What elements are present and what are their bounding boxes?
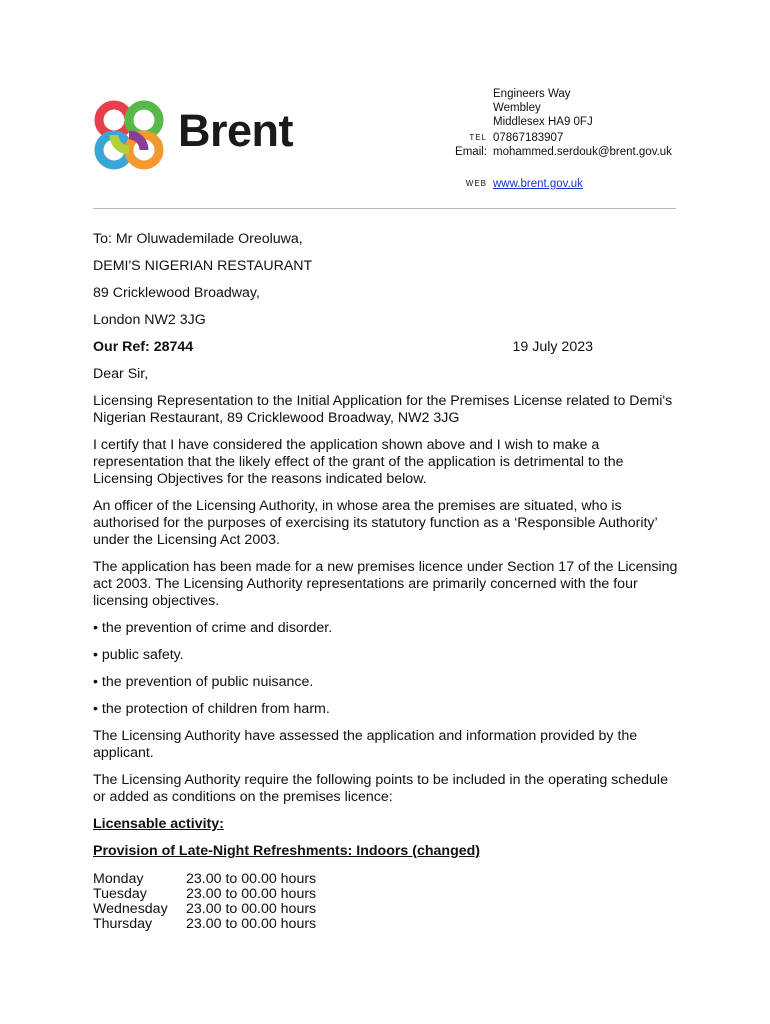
section-heading: Provision of Late-Night Refreshments: Indoors (changed) bbox=[93, 843, 481, 859]
recipient-street: 89 Cricklewood Broadway, bbox=[93, 285, 260, 301]
web-label: WEB bbox=[465, 179, 487, 188]
objective-item: • the prevention of crime and disorder. bbox=[93, 620, 333, 636]
subject-paragraph: Licensing Representation to the Initial Application for the Premises License related to Demi's Nigerian Restaurant, 89 Cricklewood Broadway, NW2 3JG bbox=[93, 393, 673, 426]
paragraph: The application has been made for a new premises licence under Section 17 of the Licensing act 2003. The Licensing Authority representations are primarily concerned with the four licensing objectives. bbox=[93, 559, 678, 609]
schedule-hours: 23.00 to 00.00 hours bbox=[186, 916, 317, 932]
letter-body bbox=[93, 231, 683, 932]
schedule-row bbox=[93, 887, 316, 902]
schedule-hours: 23.00 to 00.00 hours bbox=[186, 886, 317, 902]
recipient-business: DEMI'S NIGERIAN RESTAURANT bbox=[93, 258, 313, 274]
paragraph: I certify that I have considered the application shown above and I wish to make a representation that the likely effect of the grant of the application is detrimental to the Licensing Objectives for the reasons indicated below. bbox=[93, 437, 624, 487]
our-reference: Our Ref: 28744 bbox=[93, 339, 194, 355]
address-line: Wembley bbox=[493, 102, 541, 114]
email-value: mohammed.serdouk@brent.gov.uk bbox=[493, 146, 672, 158]
tel-value: 07867183907 bbox=[493, 132, 564, 144]
header-divider bbox=[93, 208, 676, 209]
schedule-hours: 23.00 to 00.00 hours bbox=[186, 901, 317, 917]
web-link[interactable]: www.brent.gov.uk bbox=[493, 178, 583, 190]
logo-text: Brent bbox=[178, 105, 294, 156]
schedule-row bbox=[93, 917, 316, 932]
recipient-name: To: Mr Oluwademilade Oreoluwa, bbox=[93, 231, 303, 247]
address-line: Engineers Way bbox=[493, 88, 571, 100]
tel-label: TEL bbox=[469, 133, 487, 142]
paragraph: The Licensing Authority require the following points to be included in the operating schedule or added as conditions on the premises licence: bbox=[93, 772, 668, 805]
schedule-day: Wednesday bbox=[93, 901, 168, 917]
objective-item: • the prevention of public nuisance. bbox=[93, 674, 314, 690]
schedule-day: Monday bbox=[93, 871, 144, 887]
address-line: Middlesex HA9 0FJ bbox=[493, 116, 593, 128]
paragraph: An officer of the Licensing Authority, in whose area the premises are situated, who is authorised for the purposes of exercising its statutory function as a ‘Responsible Authority’ under the Licensing Act 2003. bbox=[93, 498, 658, 548]
schedule-hours: 23.00 to 00.00 hours bbox=[186, 871, 317, 887]
objective-item: • the protection of children from harm. bbox=[93, 701, 330, 717]
email-label: Email: bbox=[455, 146, 487, 158]
letter-date: 19 July 2023 bbox=[512, 339, 593, 355]
schedule-row bbox=[93, 872, 316, 887]
schedule-day: Thursday bbox=[93, 916, 153, 932]
paragraph: The Licensing Authority have assessed the application and information provided by the applicant. bbox=[93, 728, 638, 761]
section-heading: Licensable activity: bbox=[93, 816, 224, 832]
brent-logo bbox=[92, 98, 312, 180]
recipient-city: London NW2 3JG bbox=[93, 312, 206, 328]
brent-logo-icon bbox=[92, 98, 172, 178]
schedule-day: Tuesday bbox=[93, 886, 147, 902]
salutation: Dear Sir, bbox=[93, 366, 149, 382]
schedule-row bbox=[93, 902, 316, 917]
address-block bbox=[493, 87, 593, 129]
objective-item: • public safety. bbox=[93, 647, 184, 663]
schedule-table bbox=[93, 872, 316, 932]
reference-row bbox=[93, 339, 593, 356]
